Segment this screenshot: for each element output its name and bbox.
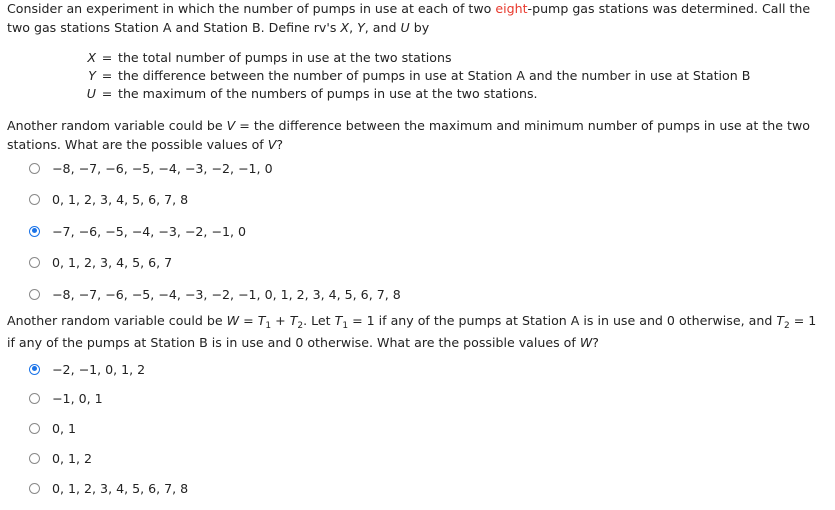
- q2-option-3[interactable]: [29, 421, 188, 437]
- var-v: V: [226, 118, 236, 133]
- def-equals: =: [101, 50, 113, 65]
- q2-option-5[interactable]: [29, 480, 188, 496]
- radio-button-selected[interactable]: [29, 364, 40, 375]
- q1-text: Another random variable could be: [7, 118, 227, 133]
- question-1-options: [29, 160, 401, 318]
- subscript: 2: [784, 321, 790, 331]
- q1-text-2: = the difference between the maximum and minimum number of pumps in use at the two stations. What are the possible values of: [7, 118, 810, 152]
- q2-def2: = 1 if any of the pumps at Station B is in use and 0 otherwise. What are the possible values of: [7, 313, 817, 350]
- radio-button[interactable]: [29, 289, 40, 300]
- radio-button-selected[interactable]: [29, 226, 40, 237]
- question-1-stem: [7, 116, 822, 154]
- definitions-list: [84, 49, 750, 103]
- option-label: −7, −6, −5, −4, −3, −2, −1, 0: [52, 223, 247, 239]
- def-equals: =: [101, 68, 113, 83]
- var-w: W: [579, 335, 593, 350]
- q2-plus: +: [271, 313, 290, 328]
- option-label: −8, −7, −6, −5, −4, −3, −2, −1, 0, 1, 2, 3, 4, 5, 6, 7, 8: [52, 286, 401, 302]
- def-text: the total number of pumps in use at the two stations: [118, 50, 452, 65]
- question-2-options: [29, 361, 188, 510]
- q2-text: Another random variable could be: [7, 313, 227, 328]
- q2-end: ?: [592, 335, 599, 350]
- option-label: −2, −1, 0, 1, 2: [52, 361, 146, 377]
- def-text: the difference between the number of pumps in use at Station A and the number in use at Station B: [118, 68, 751, 83]
- radio-button[interactable]: [29, 163, 40, 174]
- intro-paragraph: [7, 0, 822, 37]
- option-label: 0, 1, 2, 3, 4, 5, 6, 7: [52, 255, 173, 270]
- intro-text-2: -pump gas stations was determined. Call the two gas stations Station A and Station B. Define rv's: [7, 1, 811, 35]
- definition-y: [84, 67, 750, 85]
- subscript: 1: [265, 321, 272, 331]
- option-label: 0, 1, 2, 3, 4, 5, 6, 7, 8: [52, 480, 189, 496]
- q1-option-3[interactable]: [29, 223, 401, 239]
- intro-text: Consider an experiment in which the number of pumps in use at each of two: [7, 1, 496, 16]
- radio-button[interactable]: [29, 423, 40, 434]
- def-text: the maximum of the numbers of pumps in use at the two stations.: [118, 86, 538, 101]
- def-symbol: Y: [88, 68, 96, 83]
- def-symbol: X: [87, 50, 96, 65]
- radio-button[interactable]: [29, 194, 40, 205]
- var-t: T: [257, 313, 266, 328]
- option-label: 0, 1: [52, 421, 77, 437]
- definition-x: [84, 49, 750, 67]
- q2-option-4[interactable]: [29, 450, 188, 466]
- sep: ,: [349, 20, 358, 35]
- q2-let: . Let: [303, 313, 335, 328]
- var-u: U: [400, 20, 410, 35]
- var-y: Y: [357, 20, 365, 35]
- subscript: 1: [342, 321, 349, 331]
- radio-button[interactable]: [29, 483, 40, 494]
- definition-u: [84, 85, 750, 103]
- sep: , and: [364, 20, 401, 35]
- q1-end: ?: [276, 137, 284, 152]
- var-t: T: [334, 313, 343, 328]
- q2-option-2[interactable]: [29, 391, 188, 407]
- radio-button[interactable]: [29, 393, 40, 404]
- var-t: T: [289, 313, 298, 328]
- option-label: 0, 1, 2: [52, 450, 93, 466]
- q1-option-5[interactable]: [29, 286, 401, 302]
- var-t: T: [776, 313, 785, 328]
- def-equals: =: [101, 86, 113, 101]
- radio-button[interactable]: [29, 257, 40, 268]
- subscript: 2: [297, 321, 304, 331]
- var-x: X: [340, 20, 350, 35]
- q1-option-4[interactable]: [29, 255, 401, 271]
- q2-eq: =: [239, 313, 258, 328]
- var-w: W: [226, 313, 240, 328]
- radio-button[interactable]: [29, 453, 40, 464]
- def-symbol: U: [86, 86, 96, 101]
- q2-def1: = 1 if any of the pumps at Station A is in use and 0 otherwise, and: [348, 313, 777, 328]
- question-2-stem: [7, 310, 822, 354]
- highlight-eight: eight: [495, 1, 528, 16]
- option-label: −1, 0, 1: [52, 391, 103, 407]
- option-label: −8, −7, −6, −5, −4, −3, −2, −1, 0: [52, 160, 273, 176]
- q2-option-1[interactable]: [29, 361, 188, 377]
- var-v: V: [267, 137, 277, 152]
- q1-option-1[interactable]: [29, 160, 401, 176]
- q1-option-2[interactable]: [29, 192, 401, 208]
- intro-tail: by: [409, 20, 430, 35]
- option-label: 0, 1, 2, 3, 4, 5, 6, 7, 8: [52, 192, 189, 207]
